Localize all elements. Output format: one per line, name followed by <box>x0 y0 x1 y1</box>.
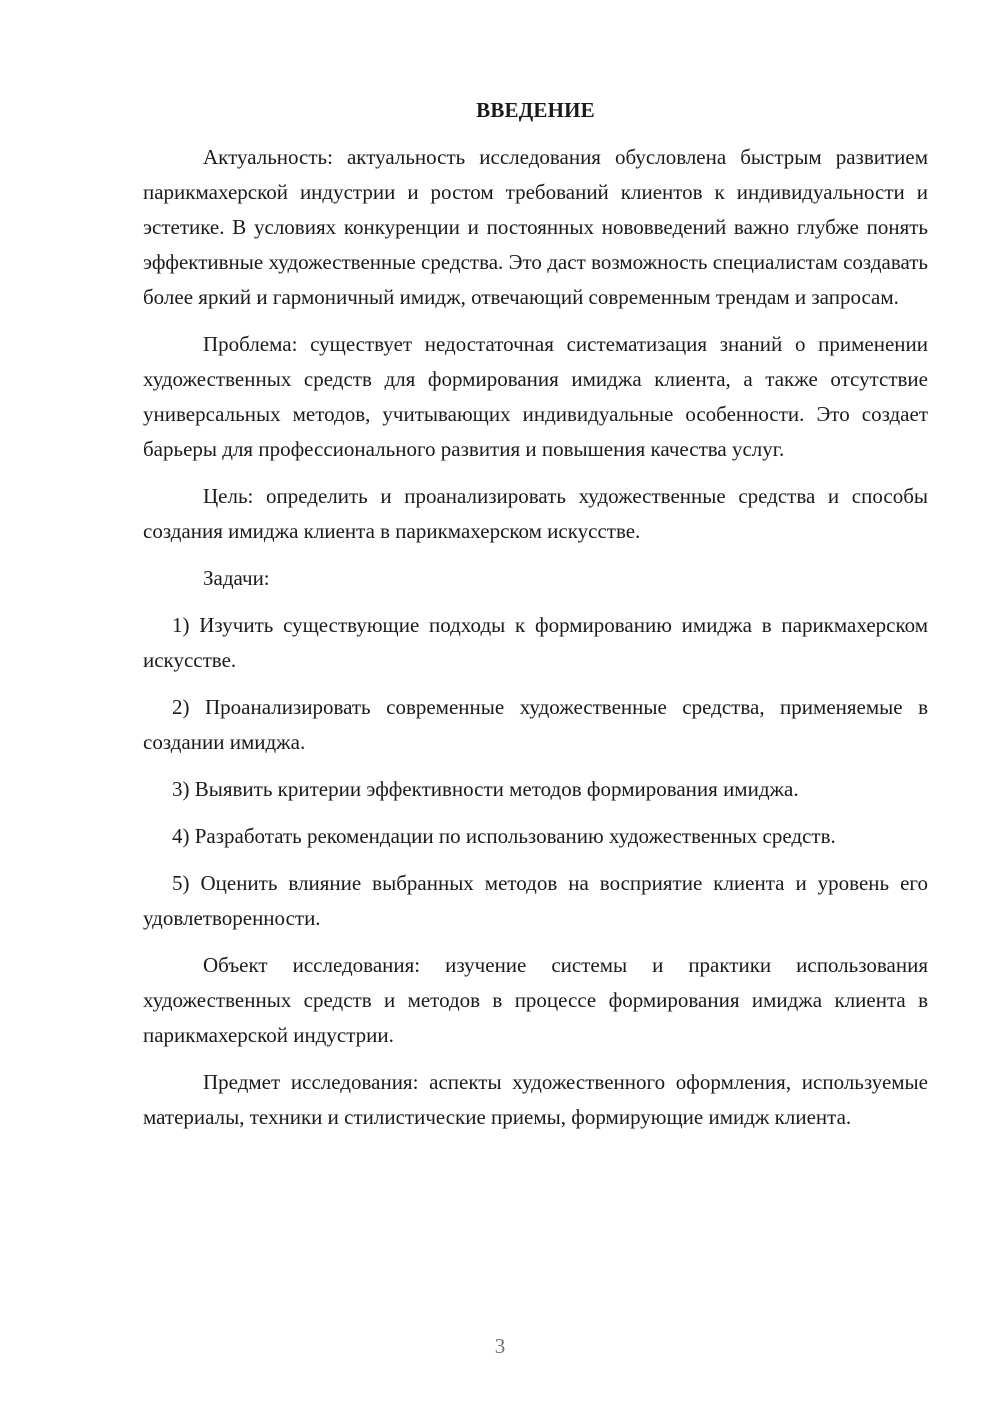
goal-paragraph: Цель: определить и проанализировать художественные средства и способы создания имиджа клиента в парикмахерском искусстве. <box>143 484 928 543</box>
tasks-heading: Задачи: <box>203 566 270 590</box>
section-heading: ВВЕДЕНИЕ <box>476 98 595 122</box>
page-content <box>143 93 928 1147</box>
task-item-4: 4) Разработать рекомендации по использованию художественных средств. <box>172 824 836 848</box>
relevance-paragraph: Актуальность: актуальность исследования обусловлена быстрым развитием парикмахерской индустрии и ростом требований клиентов к индивидуальности и эстетике. В условиях конкуренции и постоянных нововведений важно глубже понять эффективные художественные средства. Это даст возможность специалистам создавать более яркий и гармоничный имидж, отвечающий современным трендам и запросам. <box>143 145 928 309</box>
problem-paragraph: Проблема: существует недостаточная систематизация знаний о применении художественных средств для формирования имиджа клиента, а также отсутствие универсальных методов, учитывающих индивидуальные особенности. Это создает барьеры для профессионального развития и повышения качества услуг. <box>143 332 928 461</box>
object-paragraph: Объект исследования: изучение системы и практики использования художественных средств и методов в процессе формирования имиджа клиента в парикмахерской индустрии. <box>143 953 928 1047</box>
task-item-3: 3) Выявить критерии эффективности методов формирования имиджа. <box>172 777 799 801</box>
task-item-1: 1) Изучить существующие подходы к формированию имиджа в парикмахерском искусстве. <box>143 613 928 672</box>
subject-paragraph: Предмет исследования: аспекты художественного оформления, используемые материалы, техники и стилистические приемы, формирующие имидж клиента. <box>143 1070 928 1129</box>
task-item-2: 2) Проанализировать современные художественные средства, применяемые в создании имиджа. <box>143 695 928 754</box>
task-item-5: 5) Оценить влияние выбранных методов на восприятие клиента и уровень его удовлетворенности. <box>143 871 928 930</box>
page-number: 3 <box>494 1334 506 1358</box>
